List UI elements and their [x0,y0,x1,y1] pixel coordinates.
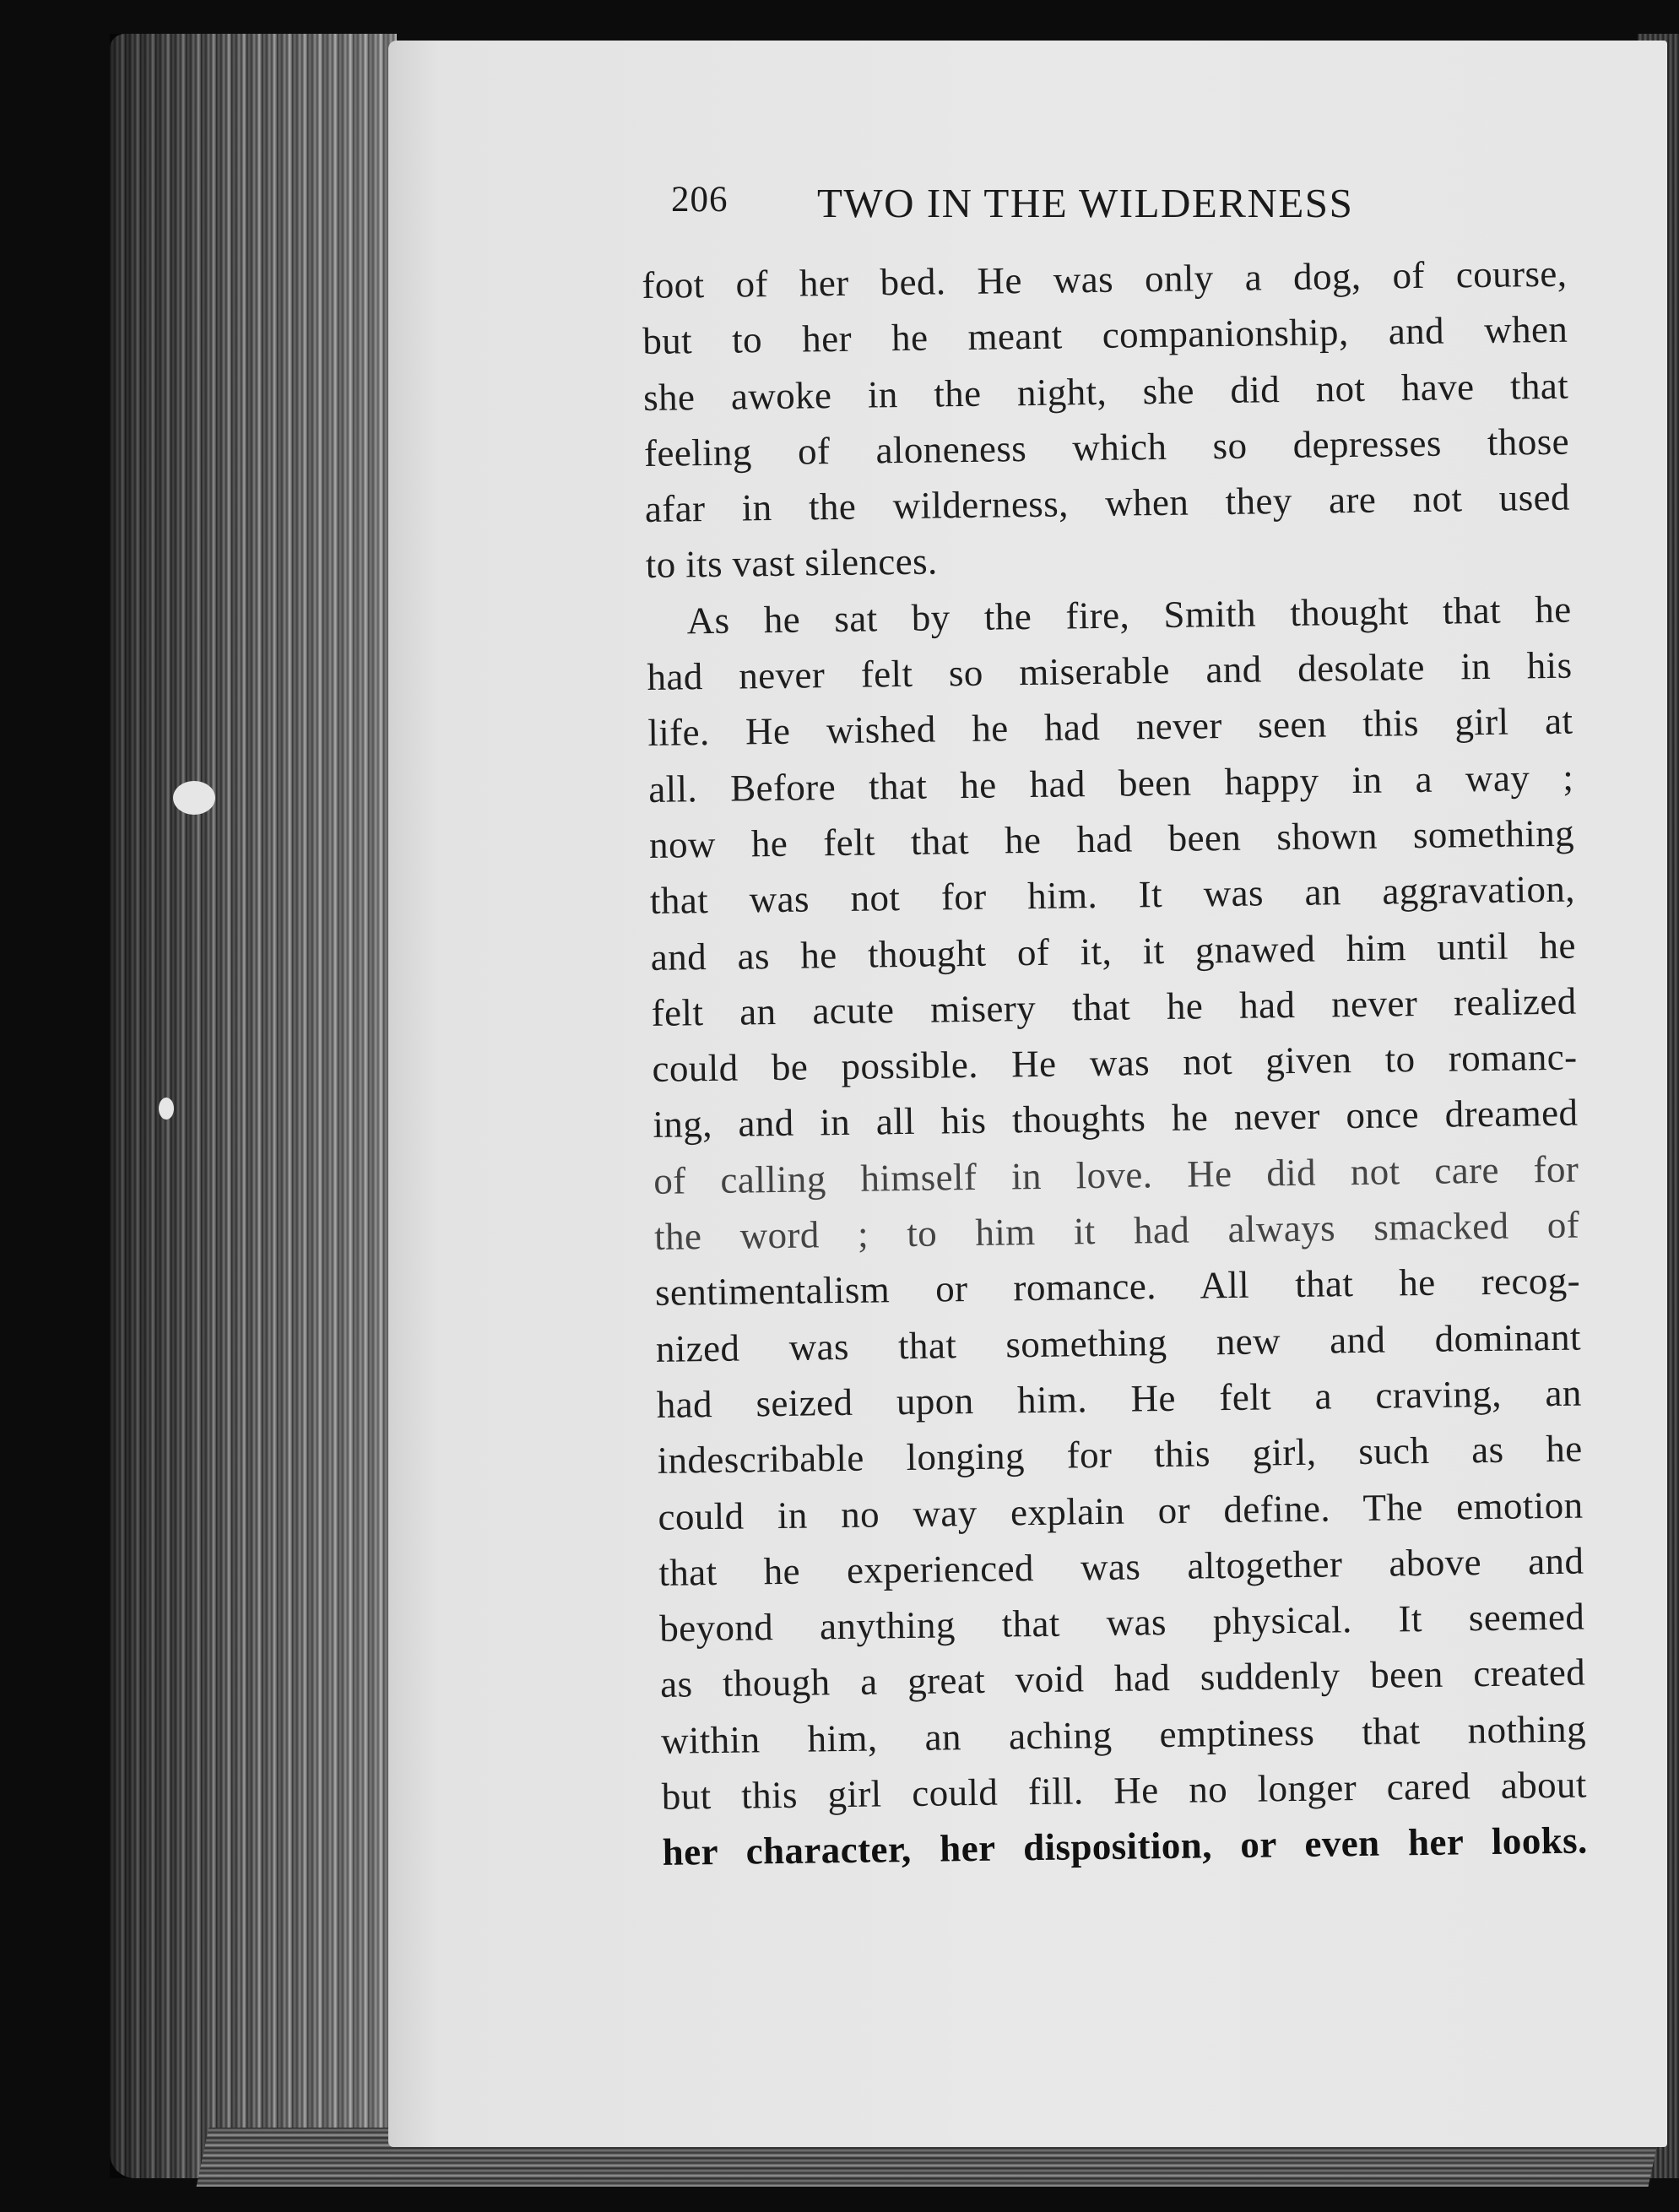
text-line: feeling of aloneness which so depresses those [643,420,1570,474]
text-line: of calling himself in love. He did not care for [653,1147,1579,1202]
text-line: now he felt that he had been shown something [648,811,1575,866]
text-line: foot of her bed. He was only a dog, of course, [642,252,1568,306]
body-text [642,246,1591,1881]
text-line: that he experienced was altogether above and [658,1539,1584,1594]
text-line: had never felt so miserable and desolate in his [647,643,1573,699]
text-line: As he sat by the fire, Smith thought that he [686,588,1572,642]
page-number: 206 [671,180,728,220]
running-title: TWO IN THE WILDERNESS [817,180,1354,226]
text-line: had seized upon him. He felt a craving, an [656,1371,1583,1426]
text-line: beyond anything that was physical. It seemed [658,1595,1585,1650]
page-edges [110,34,397,2178]
text-line: and as he thought of it, it gnawed him until he [650,924,1577,979]
text-line: within him, an aching emptiness that nothing [660,1707,1587,1762]
text-line: her character, her disposition, or even her looks. [662,1819,1588,1874]
text-line: she awoke in the night, she did not have that [642,364,1569,419]
text-line: ing, and in all his thoughts he never once dreamed [653,1092,1579,1147]
text-line: but this girl could fill. He no longer cared about [661,1763,1588,1818]
text-line: life. He wished he had never seen this girl at [647,699,1573,755]
text-line: to its vast silences. [645,539,938,587]
text-line: felt an acute misery that he had never realized [651,979,1577,1034]
text-line: as though a great void had suddenly been created [659,1651,1586,1706]
text-line: could in no way explain or define. The emotion [658,1483,1584,1538]
text-line: that was not for him. It was an aggravation, [649,867,1576,923]
paper-speck [159,1098,174,1120]
text-line: nized was that something new and dominant [655,1315,1582,1370]
text-line: the word ; to him it had always smacked of [653,1203,1580,1258]
text-line: but to her he meant companionship, and when [642,307,1568,363]
running-head [671,179,1515,230]
paper-speck [173,781,215,815]
text-line: indescribable longing for this girl, such as he [657,1427,1583,1483]
text-line: afar in the wilderness, when they are not used [644,475,1571,531]
text-line: sentimentalism or romance. All that he recog- [654,1259,1581,1315]
text-line: all. Before that he had been happy in a way ; [647,756,1574,811]
text-line: could be possible. He was not given to romanc- [652,1035,1578,1091]
